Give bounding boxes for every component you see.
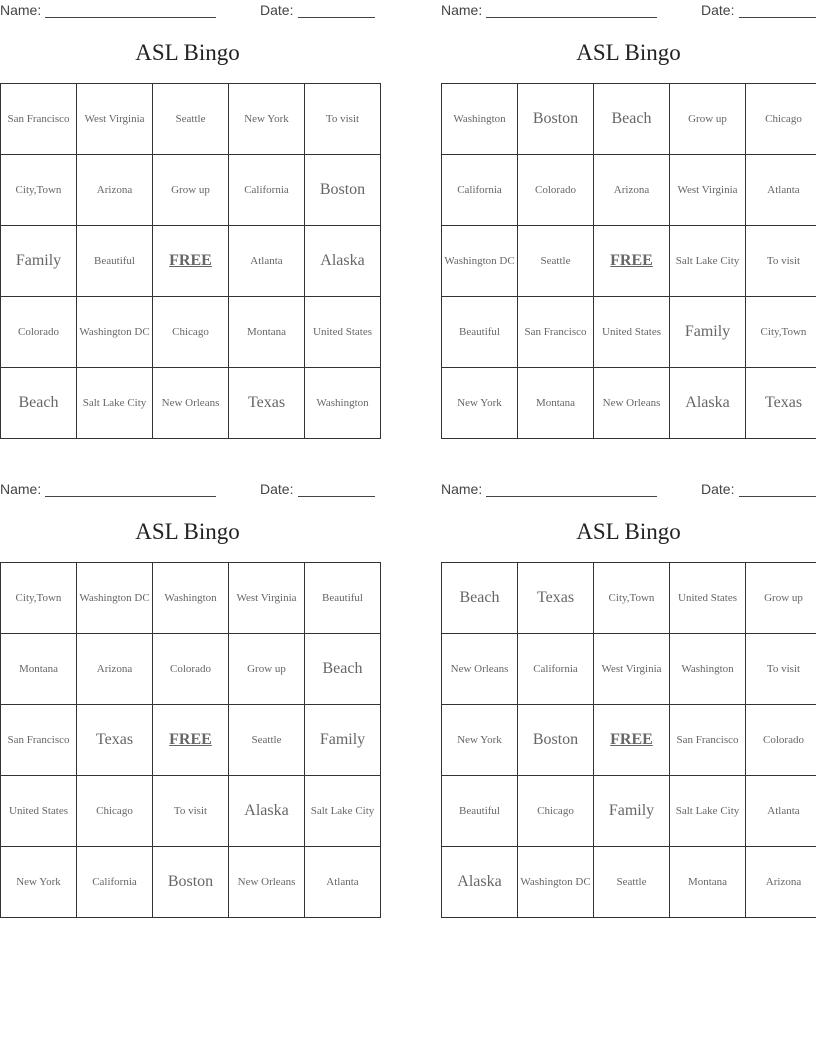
bingo-cell: Texas (746, 368, 816, 439)
bingo-cell: Montana (518, 368, 594, 439)
bingo-cell: Chicago (518, 776, 594, 847)
date-field-line (298, 17, 375, 18)
bingo-cell: Salt Lake City (670, 226, 746, 297)
bingo-cell: Beach (305, 634, 381, 705)
grid-row (1, 84, 381, 155)
bingo-cell: San Francisco (1, 84, 77, 155)
bingo-cell: New Orleans (594, 368, 670, 439)
grid-row (442, 368, 816, 439)
bingo-cell: Seattle (153, 84, 229, 155)
bingo-cell: City,Town (746, 297, 816, 368)
bingo-cell: Boston (153, 847, 229, 918)
bingo-cell: Family (594, 776, 670, 847)
name-label: Name: (0, 481, 42, 497)
bingo-cell: Grow up (746, 563, 816, 634)
bingo-cell: California (77, 847, 153, 918)
bingo-cell: Washington (153, 563, 229, 634)
grid-row (1, 297, 381, 368)
bingo-cell: Arizona (746, 847, 816, 918)
name-label: Name: (441, 2, 483, 18)
bingo-cell: United States (1, 776, 77, 847)
bingo-cell: Arizona (594, 155, 670, 226)
grid-row (1, 368, 381, 439)
bingo-cell: Boston (305, 155, 381, 226)
grid-row (442, 84, 816, 155)
bingo-cell: San Francisco (518, 297, 594, 368)
bingo-cell: Seattle (594, 847, 670, 918)
grid-row (1, 226, 381, 297)
bingo-cell: Chicago (746, 84, 816, 155)
bingo-cell: To visit (746, 226, 816, 297)
bingo-cell: Texas (77, 705, 153, 776)
bingo-cell: Arizona (77, 634, 153, 705)
date-label: Date: (701, 481, 735, 497)
bingo-cell: Beach (594, 84, 670, 155)
bingo-cell: Beautiful (305, 563, 381, 634)
name-label: Name: (441, 481, 483, 497)
bingo-grid (441, 562, 816, 918)
bingo-cell: California (442, 155, 518, 226)
grid-row (442, 155, 816, 226)
grid-row (1, 155, 381, 226)
bingo-grid (0, 83, 381, 439)
bingo-cell: Family (1, 226, 77, 297)
bingo-cell: City,Town (594, 563, 670, 634)
free-space-cell: FREE (153, 226, 229, 297)
bingo-cell: Montana (229, 297, 305, 368)
date-label: Date: (260, 481, 294, 497)
free-space-cell: FREE (594, 226, 670, 297)
bingo-grid (0, 562, 381, 918)
bingo-cell: Washington DC (77, 297, 153, 368)
bingo-cell: Alaska (229, 776, 305, 847)
bingo-cell: California (518, 634, 594, 705)
grid-row (1, 563, 381, 634)
name-field-line (486, 17, 657, 18)
bingo-cell: New York (1, 847, 77, 918)
card-header (0, 481, 375, 499)
grid-row (442, 634, 816, 705)
free-space-cell: FREE (594, 705, 670, 776)
name-field-line (45, 496, 216, 497)
date-field-line (739, 17, 816, 18)
bingo-cell: To visit (153, 776, 229, 847)
card-header (0, 2, 375, 20)
bingo-cell: Beautiful (442, 776, 518, 847)
bingo-cell: Colorado (1, 297, 77, 368)
bingo-cell: Grow up (153, 155, 229, 226)
bingo-cell: New York (229, 84, 305, 155)
date-label: Date: (260, 2, 294, 18)
bingo-cell: Colorado (746, 705, 816, 776)
card-title: ASL Bingo (576, 519, 681, 544)
bingo-cell: City,Town (1, 563, 77, 634)
bingo-cell: West Virginia (594, 634, 670, 705)
bingo-cell: Grow up (229, 634, 305, 705)
bingo-cell: Seattle (229, 705, 305, 776)
bingo-cell: Beautiful (77, 226, 153, 297)
bingo-cell: Alaska (305, 226, 381, 297)
bingo-cell: Beach (1, 368, 77, 439)
grid-row (1, 634, 381, 705)
bingo-cell: Arizona (77, 155, 153, 226)
bingo-cell: Washington DC (442, 226, 518, 297)
card-title: ASL Bingo (576, 40, 681, 65)
card-header (441, 481, 816, 499)
bingo-cell: Texas (229, 368, 305, 439)
grid-row (442, 563, 816, 634)
grid-row (442, 705, 816, 776)
bingo-cell: New York (442, 705, 518, 776)
bingo-cell: New York (442, 368, 518, 439)
bingo-cell: Colorado (518, 155, 594, 226)
bingo-cell: West Virginia (77, 84, 153, 155)
grid-row (1, 847, 381, 918)
bingo-cell: Salt Lake City (77, 368, 153, 439)
bingo-cell: New Orleans (153, 368, 229, 439)
bingo-cell: Washington DC (77, 563, 153, 634)
bingo-cell: United States (305, 297, 381, 368)
bingo-cell: Beach (442, 563, 518, 634)
bingo-cell: Boston (518, 705, 594, 776)
bingo-cell: San Francisco (1, 705, 77, 776)
bingo-cell: Atlanta (746, 155, 816, 226)
grid-row (1, 705, 381, 776)
bingo-cell: West Virginia (670, 155, 746, 226)
bingo-cell: Montana (670, 847, 746, 918)
bingo-cell: Chicago (153, 297, 229, 368)
date-field-line (739, 496, 816, 497)
grid-row (442, 776, 816, 847)
bingo-cell: Salt Lake City (305, 776, 381, 847)
grid-row (1, 776, 381, 847)
bingo-cell: Family (305, 705, 381, 776)
bingo-cell: To visit (305, 84, 381, 155)
bingo-cell: Salt Lake City (670, 776, 746, 847)
bingo-cell: Beautiful (442, 297, 518, 368)
name-field-line (45, 17, 216, 18)
bingo-cell: Boston (518, 84, 594, 155)
bingo-cell: Montana (1, 634, 77, 705)
bingo-cell: San Francisco (670, 705, 746, 776)
card-title: ASL Bingo (135, 40, 240, 65)
bingo-cell: Chicago (77, 776, 153, 847)
bingo-cell: West Virginia (229, 563, 305, 634)
grid-row (442, 297, 816, 368)
grid-row (442, 226, 816, 297)
bingo-grid (441, 83, 816, 439)
bingo-cell: Washington (670, 634, 746, 705)
bingo-cell: Seattle (518, 226, 594, 297)
bingo-cell: Washington DC (518, 847, 594, 918)
bingo-cell: Atlanta (305, 847, 381, 918)
bingo-cell: Atlanta (229, 226, 305, 297)
bingo-cell: California (229, 155, 305, 226)
bingo-cell: New Orleans (442, 634, 518, 705)
card-title: ASL Bingo (135, 519, 240, 544)
bingo-cell: Alaska (442, 847, 518, 918)
card-header (441, 2, 816, 20)
date-field-line (298, 496, 375, 497)
bingo-cell: Grow up (670, 84, 746, 155)
bingo-cell: United States (594, 297, 670, 368)
bingo-cell: Alaska (670, 368, 746, 439)
bingo-cell: City,Town (1, 155, 77, 226)
bingo-cell: Colorado (153, 634, 229, 705)
bingo-cell: Atlanta (746, 776, 816, 847)
bingo-cell: Family (670, 297, 746, 368)
bingo-cell: United States (670, 563, 746, 634)
name-field-line (486, 496, 657, 497)
grid-row (442, 847, 816, 918)
free-space-cell: FREE (153, 705, 229, 776)
bingo-cell: Washington (305, 368, 381, 439)
name-label: Name: (0, 2, 42, 18)
bingo-cell: New Orleans (229, 847, 305, 918)
bingo-cell: To visit (746, 634, 816, 705)
bingo-cell: Texas (518, 563, 594, 634)
date-label: Date: (701, 2, 735, 18)
bingo-cell: Washington (442, 84, 518, 155)
